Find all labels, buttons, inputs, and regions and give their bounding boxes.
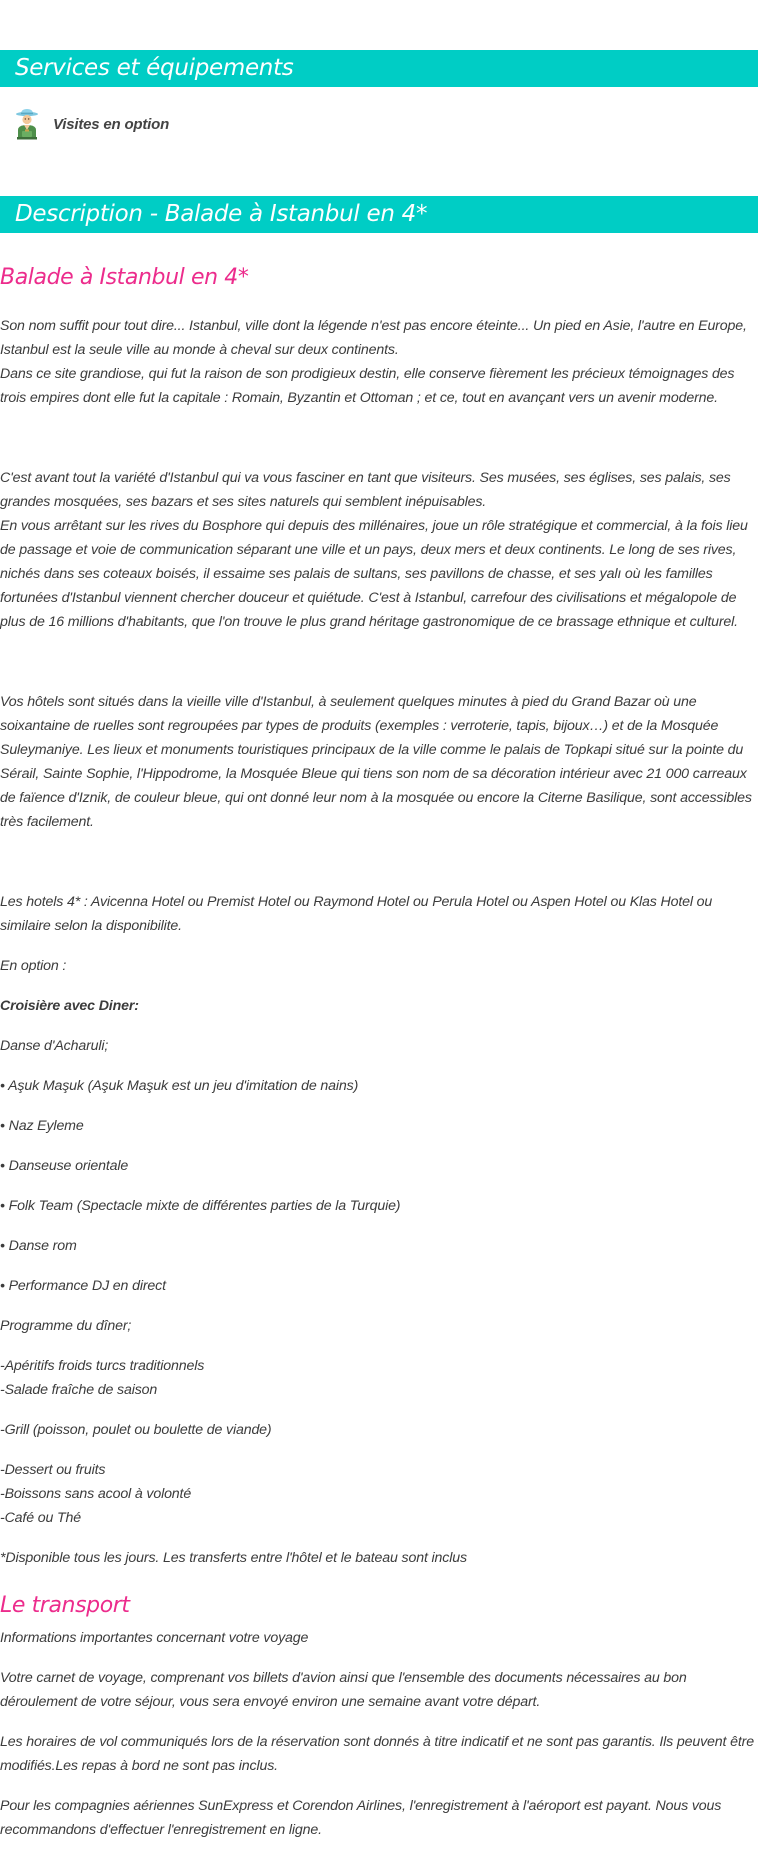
list-item: • Aşuk Maşuk (Aşuk Maşuk est un jeu d'imitation de nains)	[0, 1078, 359, 1094]
description-title: Balade à Istanbul en 4*	[0, 265, 249, 290]
dinner-heading: Programme du dîner;	[0, 1318, 132, 1334]
option-label: En option :	[0, 958, 67, 974]
tour-guide-icon	[14, 108, 40, 140]
list-item: Danse d'Acharuli;	[0, 1038, 109, 1054]
transport-title: Le transport	[0, 1593, 130, 1618]
list-item: • Danse rom	[0, 1238, 77, 1254]
cruise-heading: Croisière avec Diner:	[0, 998, 139, 1014]
service-label: Visites en option	[53, 115, 170, 133]
menu-item: -Café ou Thé	[0, 1510, 82, 1526]
menu-item: -Grill (poisson, poulet ou boulette de viande)	[0, 1422, 272, 1438]
service-item-visits	[14, 108, 169, 140]
transport-paragraph: Les horaires de vol communiqués lors de la réservation sont donnés à titre indicatif et ne sont pas garantis. Ils peuvent être modifiés.Les repas à bord ne sont pas inclus.	[0, 1734, 754, 1774]
menu-item: -Boissons sans acool à volonté	[0, 1486, 192, 1502]
description-paragraph: Dans ce site grandiose, qui fut la raison de son prodigieux destin, elle conserve fièrement les précieux témoignages des trois empires dont elle fut la capitale : Romain, Byzantin et Ottoman ; et ce, tout en avançant vers un avenir moderne.	[0, 366, 735, 406]
description-content	[0, 258, 758, 1842]
description-paragraph: Vos hôtels sont situés dans la vieille ville d'Istanbul, à seulement quelques minutes à pied du Grand Bazar où une soixantaine de ruelles sont regroupées par types de produits (exemples : verroterie, tapis, bijoux…) et de la Mosquée Suleymaniye. Les lieux et monuments touristiques principaux de la ville comme le palais de Topkapi situé sur la pointe du Sérail, Sainte Sophie, l'Hippodrome, la Mosquée Bleue qui tiens son nom de sa décoration intérieur avec 21 000 carreaux de faïence d'Iznik, de couleur bleue, qui ont donné leur nom à la mosquée ou encore la Citerne Basilique, sont accessibles très facilement.	[0, 694, 752, 830]
list-item: • Folk Team (Spectacle mixte de différentes parties de la Turquie)	[0, 1198, 401, 1214]
services-heading: Services et équipements	[0, 50, 758, 87]
description-paragraph: En vous arrêtant sur les rives du Bosphore qui depuis des millénaires, joue un rôle stratégique et commercial, à la fois lieu de passage et voie de communication séparant une ville et un pays, deux mers et deux continents. Le long de ses rives, nichés dans ses coteaux boisés, il essaime ses palais de sultans, ses pavillons de chasse, et ses yalı où les familles fortunées d'Istanbul viennent chercher douceur et quiétude. C'est à Istanbul, carrefour des civilisations et mégalopole de plus de 16 millions d'habitants, que l'on trouve le plus grand héritage gastronomique de ce brassage ethnique et culturel.	[0, 518, 748, 630]
list-item: • Danseuse orientale	[0, 1158, 129, 1174]
menu-item: -Apéritifs froids turcs traditionnels	[0, 1358, 205, 1374]
transport-paragraph: Pour les compagnies aériennes SunExpress et Corendon Airlines, l'enregistrement à l'aéroport est payant. Nous vous recommandons d'effectuer l'enregistrement en ligne.	[0, 1798, 722, 1838]
menu-item: -Dessert ou fruits	[0, 1462, 106, 1478]
description-paragraph: Son nom suffit pour tout dire... Istanbul, ville dont la légende n'est pas encore éteinte... Un pied en Asie, l'autre en Europe, Istanbul est la seule ville au monde à cheval sur deux continents.	[0, 318, 747, 358]
hotels-paragraph: Les hotels 4* : Avicenna Hotel ou Premist Hotel ou Raymond Hotel ou Perula Hotel ou Aspen Hotel ou Klas Hotel ou similaire selon la disponibilite.	[0, 894, 713, 934]
menu-item: -Salade fraîche de saison	[0, 1382, 158, 1398]
list-item: • Naz Eyleme	[0, 1118, 84, 1134]
description-heading: Description - Balade à Istanbul en 4*	[0, 196, 758, 233]
transport-paragraph: Votre carnet de voyage, comprenant vos billets d'avion ainsi que l'ensemble des documents nécessaires au bon déroulement de votre séjour, vous sera envoyé environ une semaine avant votre départ.	[0, 1670, 687, 1710]
description-paragraph: C'est avant tout la variété d'Istanbul qui va vous fasciner en tant que visiteurs. Ses musées, ses églises, ses palais, ses grandes mosquées, ses bazars et ses sites naturels qui semblent inépuisables.	[0, 470, 731, 510]
transport-paragraph: Informations importantes concernant votre voyage	[0, 1630, 309, 1646]
list-item: • Performance DJ en direct	[0, 1278, 166, 1294]
availability-note: *Disponible tous les jours. Les transferts entre l'hôtel et le bateau sont inclus	[0, 1550, 467, 1566]
